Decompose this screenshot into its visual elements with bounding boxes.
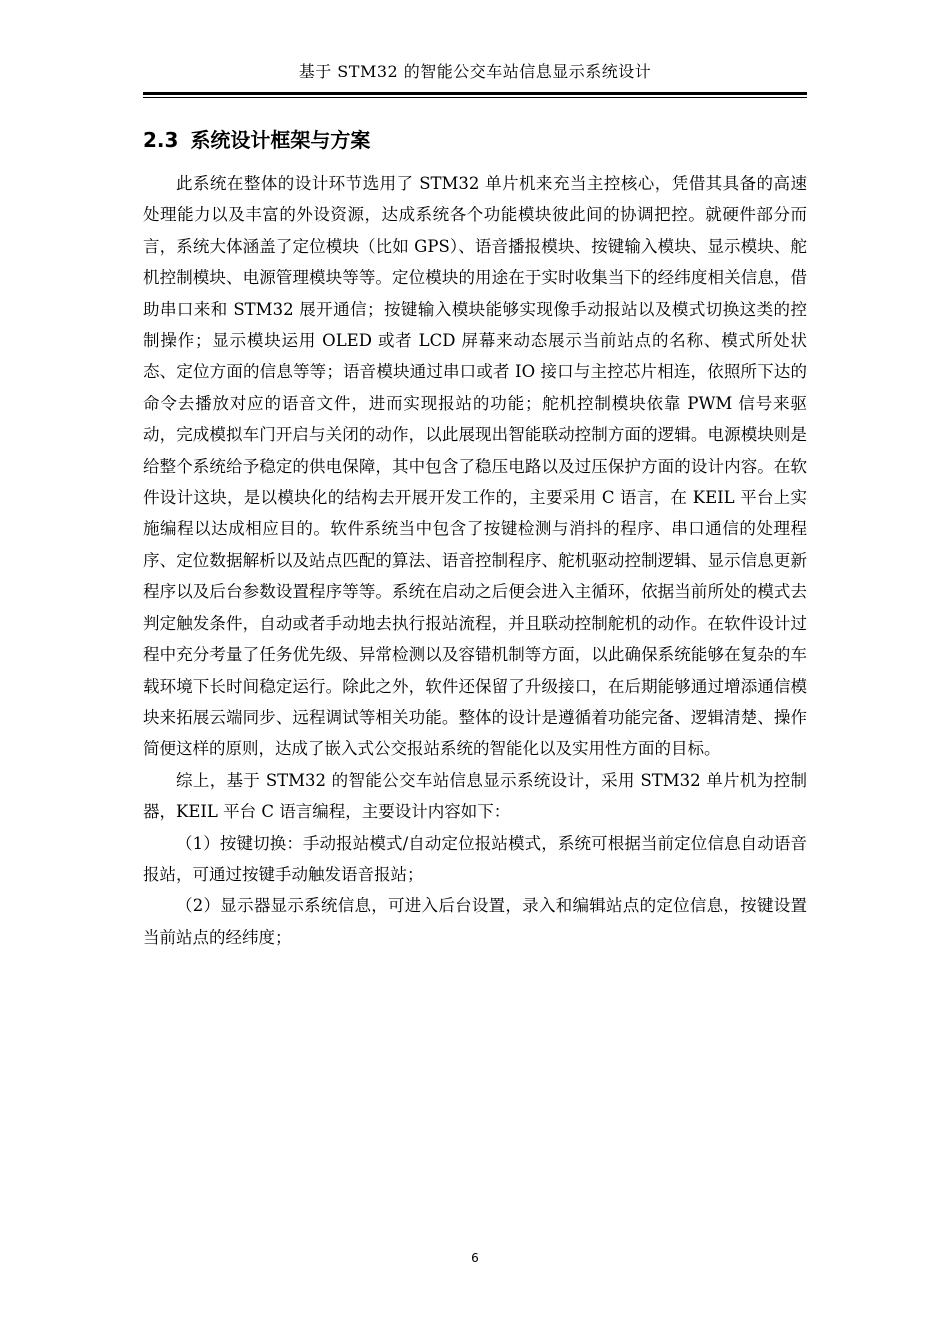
section-title: 系统设计框架与方案 [190, 128, 371, 152]
paragraph-item-2: （2）显示器显示系统信息，可进入后台设置，录入和编辑站点的定位信息，按键设置当前站点的经纬度； [143, 896, 807, 947]
page-number: 6 [471, 1251, 479, 1265]
section-heading [143, 126, 370, 154]
running-header: 基于 STM32 的智能公交车站信息显示系统设计 [298, 62, 652, 81]
body-text [143, 168, 807, 953]
paragraph-item-1: （1）按键切换：手动报站模式/自动定位报站模式，系统可根据当前定位信息自动语音报站，可通过按键手动触发语音报站； [143, 833, 807, 884]
header-rule-thick [143, 92, 807, 95]
header-rule-thin [143, 97, 807, 98]
paragraph-summary: 综上，基于 STM32 的智能公交车站信息显示系统设计，采用 STM32 单片机为控制器，KEIL 平台 C 语言编程，主要设计内容如下： [143, 770, 807, 822]
paragraph-design-overview: 此系统在整体的设计环节选用了 STM32 单片机来充当主控核心，凭借其具备的高速处理能力以及丰富的外设资源，达成系统各个功能模块彼此间的协调把控。就硬件部分而言，系统大体涵盖了定位模块（比如 GPS）、语音播报模块、按键输入模块、显示模块、舵机控制模块、电源管理模块等等。定位模块的用途在于实时收集当下的经纬度相关信息，借助串口来和 STM32 展开通信；按键输入模块能够实现像手动报站以及模式切换这类的控制操作；显示模块运用 OLED 或者 LCD 屏幕来动态展示当前站点的名称、模式所处状态、定位方面的信息等等；语音模块通过串口或者 IO 接口与主控芯片相连，依照所下达的命令去播放对应的语音文件，进而实现报站的功能；舵机控制模块依靠 PWM 信号来驱动，完成模拟车门开启与关闭的动作，以此展现出智能联动控制方面的逻辑。电源模块则是给整个系统给予稳定的供电保障，其中包含了稳压电路以及过压保护方面的设计内容。在软件设计这块，是以模块化的结构去开展开发工作的，主要采用 C 语言，在 KEIL 平台上实施编程以达成相应目的。软件系统当中包含了按键检测与消抖的程序、串口通信的处理程序、定位数据解析以及站点匹配的算法、语音控制程序、舵机驱动控制逻辑、显示信息更新程序以及后台参数设置程序等等。系统在启动之后便会进入主循环，依据当前所处的模式去判定触发条件，自动或者手动地去执行报站流程，并且联动控制舵机的动作。在软件设计过程中充分考量了任务优先级、异常检测以及容错机制等方面，以此确保系统能够在复杂的车载环境下长时间稳定运行。除此之外，软件还保留了升级接口，在后期能够通过增添通信模块来拓展云端同步、远程调试等相关功能。整体的设计是遵循着功能完备、逻辑清楚、操作简便这样的原则，达成了嵌入式公交报站系统的智能化以及实用性方面的目标。 [143, 174, 807, 759]
section-number: 2.3 [143, 128, 179, 152]
